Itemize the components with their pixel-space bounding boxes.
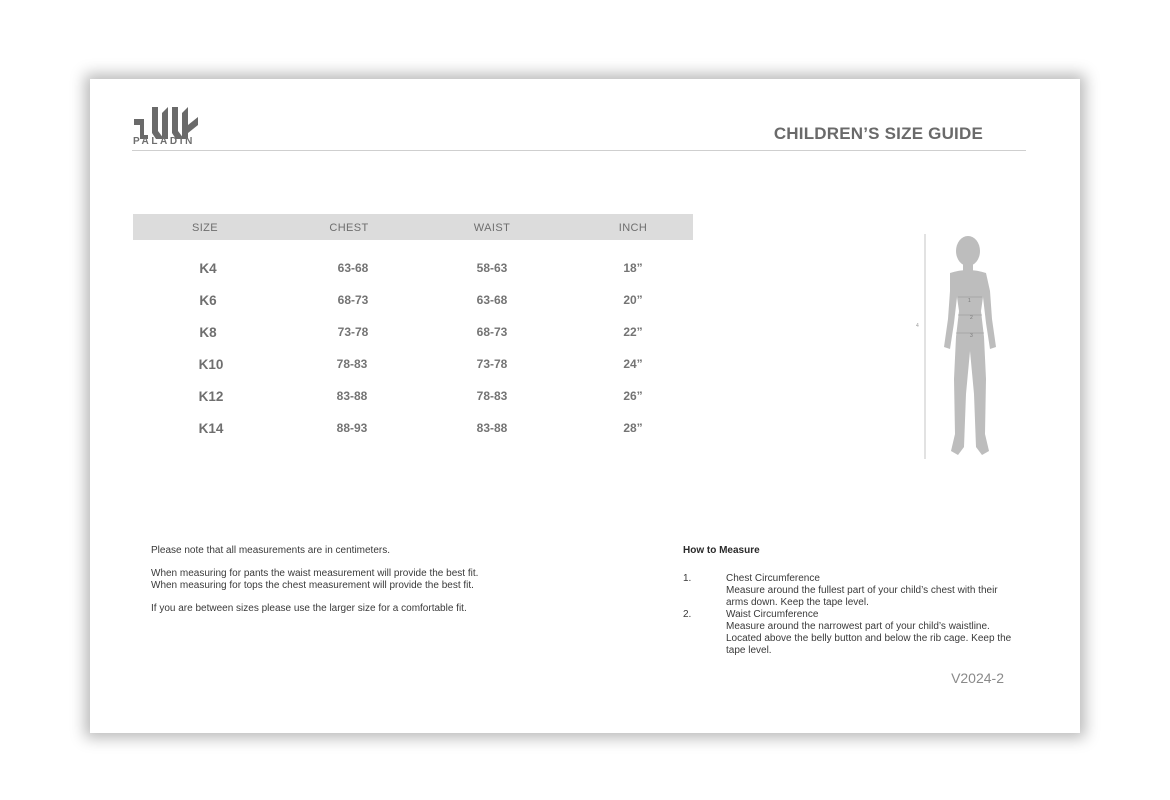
inch-cell: 20”	[623, 293, 643, 307]
inch-cell: 22”	[623, 325, 643, 339]
table-row	[133, 389, 693, 409]
size-cell: K8	[199, 325, 217, 340]
measure-step-waist	[683, 609, 1013, 657]
size-cell: K12	[198, 389, 224, 404]
height-marker-label: 4	[916, 323, 919, 329]
size-table	[133, 214, 693, 460]
size-cell: K14	[198, 421, 224, 436]
waist-cell: 73-78	[476, 357, 508, 371]
column-header-chest: CHEST	[329, 222, 369, 234]
waist-marker-label: 2	[970, 315, 973, 321]
table-row	[133, 261, 693, 281]
how-to-measure-title: How to Measure	[683, 545, 760, 556]
table-row	[133, 325, 693, 345]
measurement-notes	[151, 545, 571, 626]
table-row	[133, 421, 693, 441]
chest-cell: 68-73	[337, 293, 369, 307]
column-header-size: SIZE	[191, 222, 219, 234]
inch-cell: 24”	[623, 357, 643, 371]
chest-cell: 73-78	[337, 325, 369, 339]
chest-cell: 63-68	[337, 261, 369, 275]
waist-cell: 63-68	[476, 293, 508, 307]
step-text: Measure around the fullest part of your child’s chest with their arms down. Keep the tape level.	[726, 585, 998, 608]
step-title: Waist Circumference	[726, 609, 819, 620]
chest-marker-label: 1	[968, 298, 971, 304]
waist-cell: 58-63	[476, 261, 508, 275]
chest-cell: 78-83	[336, 357, 368, 371]
table-row	[133, 293, 693, 313]
column-header-inch: INCH	[618, 222, 648, 234]
waist-cell: 68-73	[476, 325, 508, 339]
version-label: V2024-2	[951, 670, 1004, 686]
chest-cell: 88-93	[336, 421, 368, 435]
size-cell: K6	[199, 293, 217, 308]
size-cell: K4	[199, 261, 217, 276]
note-pants: When measuring for pants the waist measurement will provide the best fit.	[151, 568, 479, 579]
step-text: Measure around the narrowest part of your child’s waistline. Located above the belly button and below the rib cage. Keep the tape level.	[726, 621, 1012, 656]
chest-cell: 83-88	[336, 389, 368, 403]
size-guide-sheet	[90, 79, 1080, 733]
table-header	[133, 214, 693, 240]
table-body	[133, 240, 693, 460]
page-title: CHILDREN’S SIZE GUIDE	[773, 124, 983, 143]
inch-cell: 26”	[623, 389, 643, 403]
step-title: Chest Circumference	[726, 573, 820, 584]
note-between-sizes: If you are between sizes please use the larger size for a comfortable fit.	[151, 603, 467, 614]
waist-cell: 78-83	[476, 389, 508, 403]
child-body-figure-icon	[912, 229, 1012, 464]
waist-cell: 83-88	[476, 421, 508, 435]
hip-marker-label: 3	[970, 333, 973, 339]
note-tops: When measuring for tops the chest measurement will provide the best fit.	[151, 580, 474, 591]
table-row	[133, 357, 693, 377]
how-to-measure	[683, 545, 1013, 657]
measure-step-chest	[683, 573, 1013, 609]
title-divider	[132, 150, 1026, 151]
note-centimeters: Please note that all measurements are in centimeters.	[151, 545, 391, 556]
step-number: 1.	[683, 573, 692, 584]
column-header-waist: WAIST	[473, 222, 511, 234]
brand-name: PALADIN	[133, 136, 195, 147]
inch-cell: 18”	[623, 261, 643, 275]
inch-cell: 28”	[623, 421, 643, 435]
step-number: 2.	[683, 609, 692, 620]
size-cell: K10	[198, 357, 224, 372]
